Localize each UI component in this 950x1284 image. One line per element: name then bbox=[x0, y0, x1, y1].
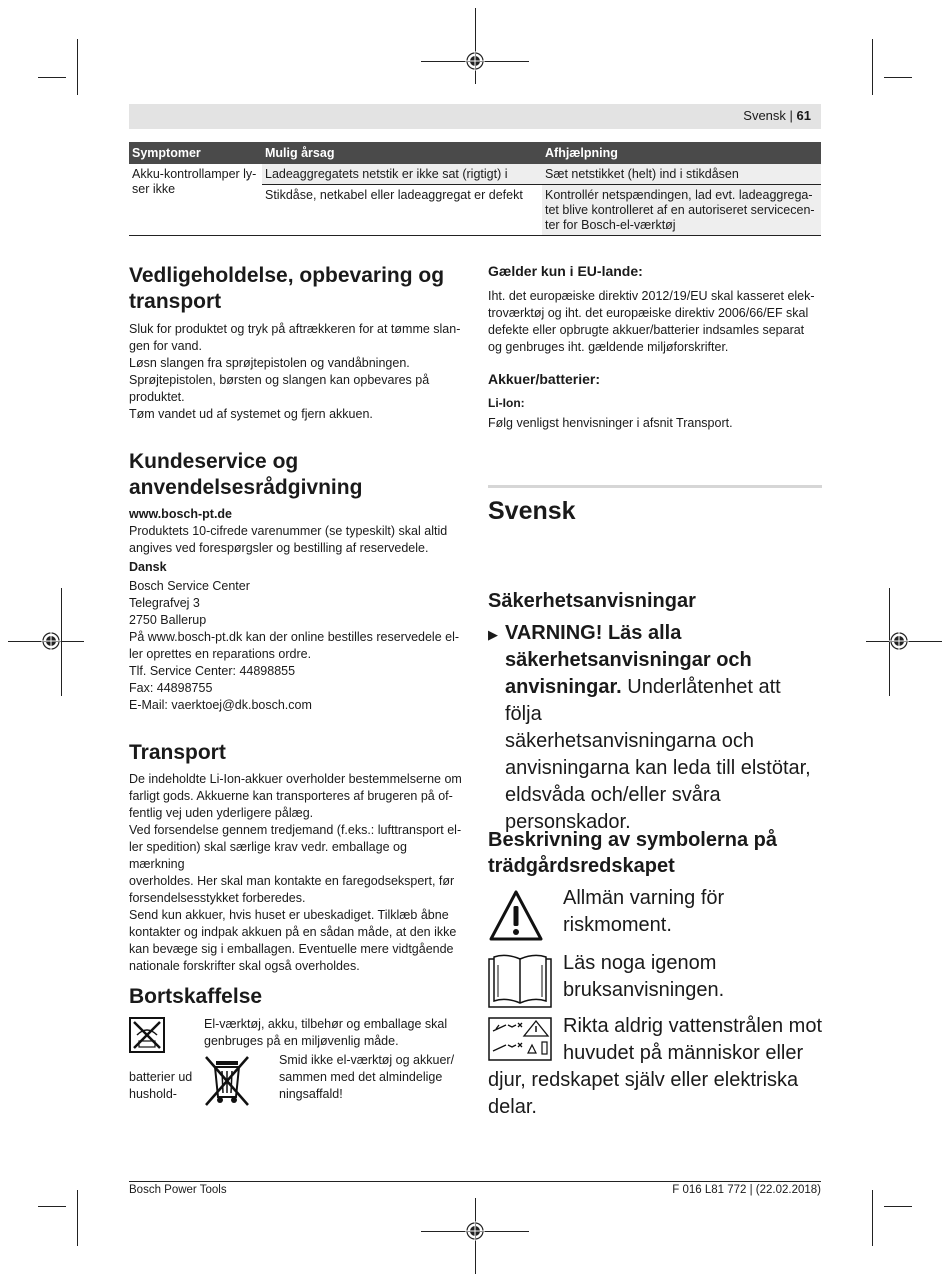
table-cell-remedy: Sæt netstikket (helt) ind i stikdåsen bbox=[542, 164, 821, 185]
symbol-3-text-b: djur, redskapet själv eller elektriska delar. bbox=[488, 1069, 799, 1118]
crossed-bin-icon bbox=[204, 1055, 250, 1107]
maintenance-paragraph-3: Tøm vandet ud af systemet og fjern akkuen. bbox=[129, 407, 373, 421]
symbol-3-text-a: Rikta aldrig vattenstrålen mot huvudet på människor eller bbox=[563, 1015, 823, 1064]
page-header bbox=[129, 104, 821, 129]
heading-symbols: Beskrivning av symbolerna på trädgårdsredskapet bbox=[488, 829, 778, 877]
eu-paragraph: Iht. det europæiske direktiv 2012/19/EU skal kasseret elek- troværktøj og iht. det europæiske direktiv 2006/66/EF skal defekte eller opbrugte akkuer/batterier indsamles separat og genbruges iht. gældende miljøforskrifter. bbox=[488, 289, 815, 354]
heading-maintenance: Vedligeholdelse, opbevaring og transport bbox=[129, 264, 445, 313]
battery-subtitle: Li-Ion: bbox=[488, 396, 525, 410]
heading-disposal: Bortskaffelse bbox=[129, 985, 263, 1008]
heading-batteries: Akkuer/batterier: bbox=[488, 371, 601, 387]
registration-mark-right bbox=[889, 631, 909, 651]
table-cell-cause: Ladeaggregatets netstik er ikke sat (rigtigt) i bbox=[262, 164, 542, 185]
service-country: Dansk bbox=[129, 560, 167, 574]
warning-block bbox=[488, 620, 822, 836]
table-cell-cause: Stikdåse, netkabel eller ladeaggregat er defekt bbox=[262, 185, 542, 236]
header-label: Svensk | 61 bbox=[743, 108, 811, 123]
footer-left: Bosch Power Tools bbox=[129, 1184, 227, 1196]
maintenance-paragraph-2: Løsn slangen fra sprøjtepistolen og vandåbningen. Sprøjtepistolen, børsten og slangen kan opbevares på produktet. bbox=[129, 356, 430, 404]
heading-swedish: Svensk bbox=[488, 497, 576, 525]
warning-triangle-icon bbox=[488, 888, 544, 944]
footer-rule bbox=[129, 1181, 821, 1182]
warning-text: Underlåtenhet att följa säkerhetsanvisningarna och anvisningarna kan leda till elstötar, eldsvåda och/eller svåra personskador. bbox=[505, 676, 811, 833]
table-header: Afhjælpning bbox=[542, 142, 821, 164]
transport-paragraph-2: Ved forsendelse gennem tredjemand (f.eks.: lufttransport el- ler spedition) skal særlige krav vedr. emballage og mærkning overholdes. Her skal man kontakte en faregodsekspert, før forsendelsesstykket forberedes. bbox=[129, 823, 462, 905]
battery-paragraph: Følg venligst henvisninger i afsnit Transport. bbox=[488, 416, 733, 430]
maintenance-paragraph-1: Sluk for produktet og tryk på aftrækkeren for at tømme slan- gen for vand. bbox=[129, 322, 461, 353]
warning-bold: VARNING! Läs alla säkerhetsanvisningar och anvisningar. bbox=[505, 622, 752, 698]
disposal-paragraph-2: Smid ikke el-værktøj og akkuer/ sammen med det almindelige ningsaffald! bbox=[279, 1053, 455, 1101]
disposal-paragraph-1: El-værktøj, akku, tilbehør og emballage skal genbruges på en miljøvenlig måde. bbox=[204, 1017, 448, 1048]
transport-paragraph-1: De indeholdte Li-Ion-akkuer overholder bestemmelserne om farligt gods. Akkuerne kan transporteres af brugeren på of- fentlig vej uden yderligere pålæg. bbox=[129, 772, 462, 820]
service-address: Bosch Service Center Telegrafvej 3 2750 Ballerup På www.bosch-pt.dk kan der online bestilles reservedele el- ler oprettes en reparations ordre. Tlf. Service Center: 44898855 Fax: 44898755 E-Mail: vaerktoej@dk.bosch.com bbox=[129, 579, 460, 712]
heading-transport: Transport bbox=[129, 741, 226, 764]
registration-mark-top bbox=[465, 51, 485, 71]
symbol-1-text: Allmän varning för riskmoment. bbox=[563, 887, 725, 936]
heading-eu-only: Gælder kun i EU-lande: bbox=[488, 263, 643, 279]
troubleshooting-table bbox=[129, 142, 821, 236]
heading-customer-service: Kundeservice og anvendelsesrådgivning bbox=[129, 450, 363, 499]
table-cell-remedy: Kontrollér netspændingen, lad evt. ladeaggrega- tet blive kontrolleret af en autoriseret servicecen- ter for Bosch-el-værktøj bbox=[542, 185, 821, 236]
footer-right: F 016 L81 772 | (22.02.2018) bbox=[672, 1184, 821, 1196]
table-row bbox=[129, 164, 821, 185]
section-divider bbox=[488, 485, 822, 488]
registration-mark-bottom bbox=[465, 1221, 485, 1241]
symbol-2-text: Läs noga igenom bruksanvisningen. bbox=[563, 952, 725, 1001]
service-url: www.bosch-pt.de bbox=[129, 507, 233, 521]
triangle-bullet-icon: ▶ bbox=[488, 627, 498, 642]
disposal-paragraph-3: batterier ud hushold- bbox=[129, 1070, 193, 1101]
table-cell-symptom: Akku-kontrollamper ly- ser ikke bbox=[129, 164, 262, 236]
registration-mark-left bbox=[41, 631, 61, 651]
water-jet-warning-icon bbox=[488, 1017, 552, 1061]
header-language: Svensk bbox=[743, 108, 786, 123]
table-header: Symptomer bbox=[129, 142, 262, 164]
page-number: 61 bbox=[796, 108, 811, 123]
heading-safety: Säkerhetsanvisningar bbox=[488, 590, 696, 612]
service-paragraph: Produktets 10-cifrede varenummer (se typeskilt) skal altid angives ved forespørgsler og bestilling af reservedele. bbox=[129, 524, 448, 555]
transport-paragraph-3: Send kun akkuer, hvis huset er ubeskadiget. Tilklæb åbne kontakter og indpak akkuen på en sådan måde, at den ikke kan bevæge sig i emballagen. Eventuelle mere vidtgående nationale forskrifter skal også overholdes. bbox=[129, 908, 457, 973]
manual-book-icon bbox=[488, 953, 552, 1009]
table-header-row bbox=[129, 142, 821, 164]
recycling-packaging-icon bbox=[129, 1017, 165, 1053]
table-header: Mulig årsag bbox=[262, 142, 542, 164]
